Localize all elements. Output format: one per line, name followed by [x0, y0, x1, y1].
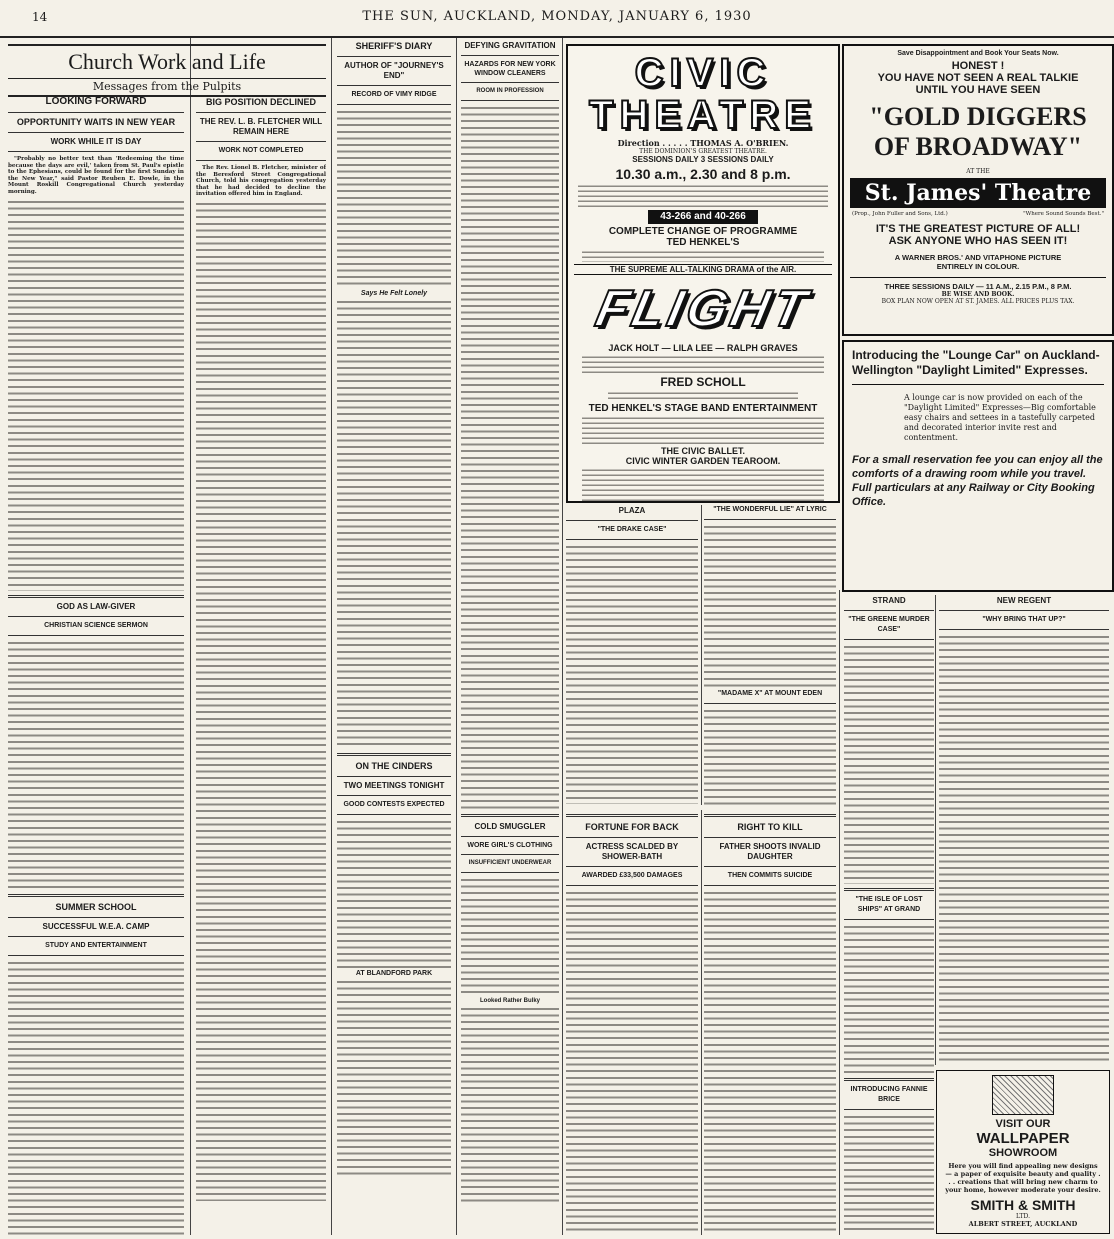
article-body-text: [461, 105, 559, 810]
article-body-text: [337, 819, 451, 969]
ad-line-1: VISIT OUR: [995, 1118, 1051, 1130]
headline: RECORD OF VIMY RIDGE: [351, 91, 437, 98]
civic-notice-text: [578, 184, 828, 208]
headline: SUMMER SCHOOL: [55, 901, 137, 912]
wallpaper-roll-icon: [992, 1075, 1054, 1115]
civic-change: COMPLETE CHANGE OF PROGRAMME: [608, 226, 798, 237]
headline: THE REV. L. B. FLETCHER WILL REMAIN HERE: [199, 117, 323, 136]
gold-diggers-ad: [842, 44, 1114, 336]
ad-call-to-action: For a small reservation fee you can enjoy all the comforts of a drawing room while you travel. Full particulars at any Railway or City Booking Office.: [852, 454, 1103, 508]
civic-phones: 43-266 and 40-266: [648, 210, 758, 224]
ad-title: Introducing the "Lounge Car" on Auckland-Wellington "Daylight Limited" Expresses.: [852, 348, 1100, 377]
civic-theatre-ad: [566, 44, 840, 503]
headline: GOOD CONTESTS EXPECTED: [343, 801, 445, 808]
film-title: FLIGHT: [590, 280, 816, 338]
headline: LOOKING FORWARD: [45, 96, 147, 107]
headline: NEW REGENT: [996, 596, 1052, 605]
column-lyric: [704, 505, 836, 805]
headline: THEN COMMITS SUICIDE: [727, 872, 813, 879]
headline: DEFYING GRAVITATION: [464, 41, 556, 50]
ad-sessions: THREE SESSIONS DAILY — 11 A.M., 2.15 P.M., 8 P.M.: [884, 282, 1072, 291]
lounge-car-ad: [842, 340, 1114, 592]
article-body-text: [196, 201, 326, 1201]
civic-notice-text: [582, 416, 824, 444]
civic-notice-text: [582, 355, 824, 373]
headline: "WHY BRING THAT UP?": [982, 616, 1066, 623]
ad-address: ALBERT STREET, AUCKLAND: [968, 1220, 1078, 1228]
civic-director: Direction . . . . . THOMAS A. O'BRIEN.: [617, 138, 789, 148]
article-body-text: [704, 890, 836, 1235]
civic-ballet: THE CIVIC BALLET.: [660, 446, 745, 456]
church-section-header: [8, 44, 326, 97]
headline: AUTHOR OF "JOURNEY'S END": [344, 61, 444, 80]
article-body-text: [566, 890, 698, 1235]
headline: "THE ISLE OF LOST SHIPS" AT GRAND: [855, 896, 923, 913]
article-lead: "Probably no better text than 'Redeeming the time because the days are evil,' taken from St. Paul's epistle to the Ephesians, could be found for the first Sunday in the New Year," said Pastor Reuben E. Dowle, in the Mount Roskill Congregational Church yesterday morning.: [8, 156, 184, 195]
civic-sessions: SESSIONS DAILY 3 SESSIONS DAILY: [632, 155, 774, 164]
article-body-text: [844, 924, 934, 1074]
column-right-to-kill: [704, 810, 836, 1235]
column-rule: [701, 505, 702, 805]
headline: SHERIFF'S DIARY: [355, 41, 433, 51]
headline: PLAZA: [618, 506, 646, 515]
ad-greatest: IT'S THE GREATEST PICTURE OF ALL!: [875, 223, 1081, 235]
headline: COLD SMUGGLER: [474, 822, 546, 831]
article-body-text: [704, 524, 836, 689]
headline: FORTUNE FOR BACK: [585, 822, 679, 832]
headline: WORE GIRL'S CLOTHING: [467, 842, 553, 849]
headline: ON THE CINDERS: [355, 761, 433, 771]
article-body-text: [337, 299, 451, 749]
civic-tagline: THE DOMINION'S GREATEST THEATRE.: [639, 148, 767, 155]
ad-body: A lounge car is now provided on each of the "Daylight Limited" Expresses—Big comfortable easy chairs and settees in a tastefully carpeted and decorated interior invite rest and contentment.: [904, 393, 1096, 442]
subheading: AT BLANDFORD PARK: [355, 970, 433, 977]
article-body-text: [337, 979, 451, 1179]
civic-stage: TED HENKEL'S STAGE BAND ENTERTAINMENT: [588, 403, 818, 414]
headline: FATHER SHOOTS INVALID DAUGHTER: [719, 842, 821, 861]
article-body-text: [461, 877, 559, 997]
column-gravitation: [461, 40, 559, 1235]
article-body-text: [704, 708, 836, 805]
wallpaper-ad: [936, 1070, 1110, 1234]
ad-line-3: SHOWROOM: [988, 1147, 1058, 1159]
headline: "THE WONDERFUL LIE" AT LYRIC: [713, 506, 827, 513]
ad-line-1: YOU HAVE NOT SEEN A REAL TALKIE: [877, 72, 1079, 84]
civic-cast: JACK HOLT — LILA LEE — RALPH GRAVES: [608, 343, 798, 353]
ad-box-plan: BOX PLAN NOW OPEN AT ST. JAMES. ALL PRICES PLUS TAX.: [881, 298, 1075, 305]
headline: "THE GREENE MURDER CASE": [848, 616, 930, 633]
ad-honest: HONEST !: [951, 60, 1005, 72]
column-rule: [839, 590, 840, 1235]
headline: GOD AS LAW-GIVER: [56, 601, 136, 611]
civic-ted: TED HENKEL'S: [666, 237, 740, 248]
column-fortune: [566, 810, 698, 1235]
headline: INSUFFICIENT UNDERWEAR: [468, 860, 552, 866]
headline: RIGHT TO KILL: [737, 822, 803, 832]
headline: OPPORTUNITY WAITS IN NEW YEAR: [16, 117, 176, 127]
civic-tearoom: CIVIC WINTER GARDEN TEAROOM.: [625, 456, 781, 466]
article-body-text: [844, 1114, 934, 1235]
article-body-text: [8, 199, 184, 591]
ad-at-the: AT THE: [966, 168, 990, 175]
film-title: "GOLD DIGGERS OF BROADWAY": [869, 102, 1087, 161]
headline: INTRODUCING FANNIE BRICE: [850, 1086, 928, 1103]
headline: TWO MEETINGS TONIGHT: [343, 781, 445, 790]
column-sheriff: [337, 40, 451, 1235]
headline: HAZARDS FOR NEW YORK WINDOW CLEANERS: [464, 61, 556, 77]
column-church: [8, 96, 184, 1235]
article-body-text: [461, 1006, 559, 1206]
ad-proprietor: (Prop., John Fuller and Sons, Ltd.): [852, 211, 948, 217]
civic-notice-text: [608, 391, 798, 401]
column-regent: [939, 595, 1109, 1065]
section-title: Church Work and Life: [8, 44, 326, 79]
subheading: Looked Rather Bulky: [479, 998, 540, 1004]
headline: BIG POSITION DECLINED: [205, 97, 316, 107]
article-body-text: [8, 640, 184, 890]
page-number: 14: [32, 10, 48, 24]
headline: "MADAME X" AT MOUNT EDEN: [717, 690, 823, 697]
article-lead: The Rev. Lionel B. Fletcher, minister of the Beresford Street Congregational Church, told his congregation yesterday that he had decided to decline the invitation offered him in England.: [196, 165, 326, 198]
ad-ask-anyone: ASK ANYONE WHO HAS SEEN IT!: [888, 235, 1068, 247]
headline: STRAND: [872, 596, 906, 605]
headline: WORK NOT COMPLETED: [218, 147, 304, 154]
headline: AWARDED £33,500 DAMAGES: [581, 872, 683, 879]
headline: ACTRESS SCALDED BY SHOWER-BATH: [585, 842, 679, 861]
section-subtitle: Messages from the Pulpits: [8, 79, 326, 97]
ad-line-2: UNTIL YOU HAVE SEEN: [915, 84, 1041, 96]
article-body-text: [8, 960, 184, 1235]
column-rule: [701, 810, 702, 1235]
headline: CHRISTIAN SCIENCE SERMON: [44, 621, 148, 629]
column-fletcher: [196, 96, 326, 1235]
ad-book: BE WISE AND BOOK.: [941, 291, 1015, 298]
column-rule: [935, 595, 936, 1065]
column-plaza: [566, 505, 698, 805]
column-rule: [190, 38, 191, 1235]
st-james-theatre-logo: St. James' Theatre: [850, 178, 1106, 208]
headline: SUCCESSFUL W.E.A. CAMP: [42, 921, 150, 931]
ad-firm: SMITH & SMITH: [970, 1197, 1076, 1213]
civic-drama: THE SUPREME ALL-TALKING DRAMA of the AIR.: [574, 264, 832, 275]
civic-notice-text: [582, 250, 824, 262]
civic-notice-text: [582, 468, 824, 503]
column-strand: [844, 595, 934, 1235]
column-rule: [331, 38, 332, 1235]
ad-ltd: LTD.: [1015, 1213, 1030, 1220]
civic-times: 10.30 a.m., 2.30 and 8 p.m.: [615, 166, 791, 182]
masthead: THE SUN, AUCKLAND, MONDAY, JANUARY 6, 1930: [362, 9, 752, 24]
masthead-bar: [0, 0, 1114, 38]
article-body-text: [939, 634, 1109, 1064]
article-body-text: [844, 644, 934, 884]
article-body-text: [337, 109, 451, 289]
headline: STUDY AND ENTERTAINMENT: [45, 941, 147, 949]
ad-body: Here you will find appealing new designs — a paper of exquisite beauty and quality . . . creations that will bring new charm to your home, however moderate your desire.: [945, 1162, 1101, 1194]
headline: WORK WHILE IT IS DAY: [50, 137, 142, 146]
ad-sound-slogan: "Where Sound Sounds Best.": [1023, 211, 1104, 217]
column-rule: [562, 38, 563, 1235]
ad-production: A WARNER BROS.' AND VITAPHONE PICTURE ENTIRELY IN COLOUR.: [894, 253, 1062, 271]
subheading: Says He Felt Lonely: [360, 290, 428, 297]
headline: "THE DRAKE CASE": [597, 526, 667, 533]
ad-top-line: Save Disappointment and Book Your Seats Now.: [897, 50, 1059, 57]
column-rule: [456, 38, 457, 1235]
civic-organist: FRED SCHOLL: [660, 375, 746, 389]
ad-line-2: WALLPAPER: [976, 1130, 1070, 1147]
headline: ROOM IN PROFESSION: [476, 88, 544, 94]
civic-logo: CIVIC THEATRE: [589, 51, 817, 137]
article-body-text: [566, 544, 698, 804]
